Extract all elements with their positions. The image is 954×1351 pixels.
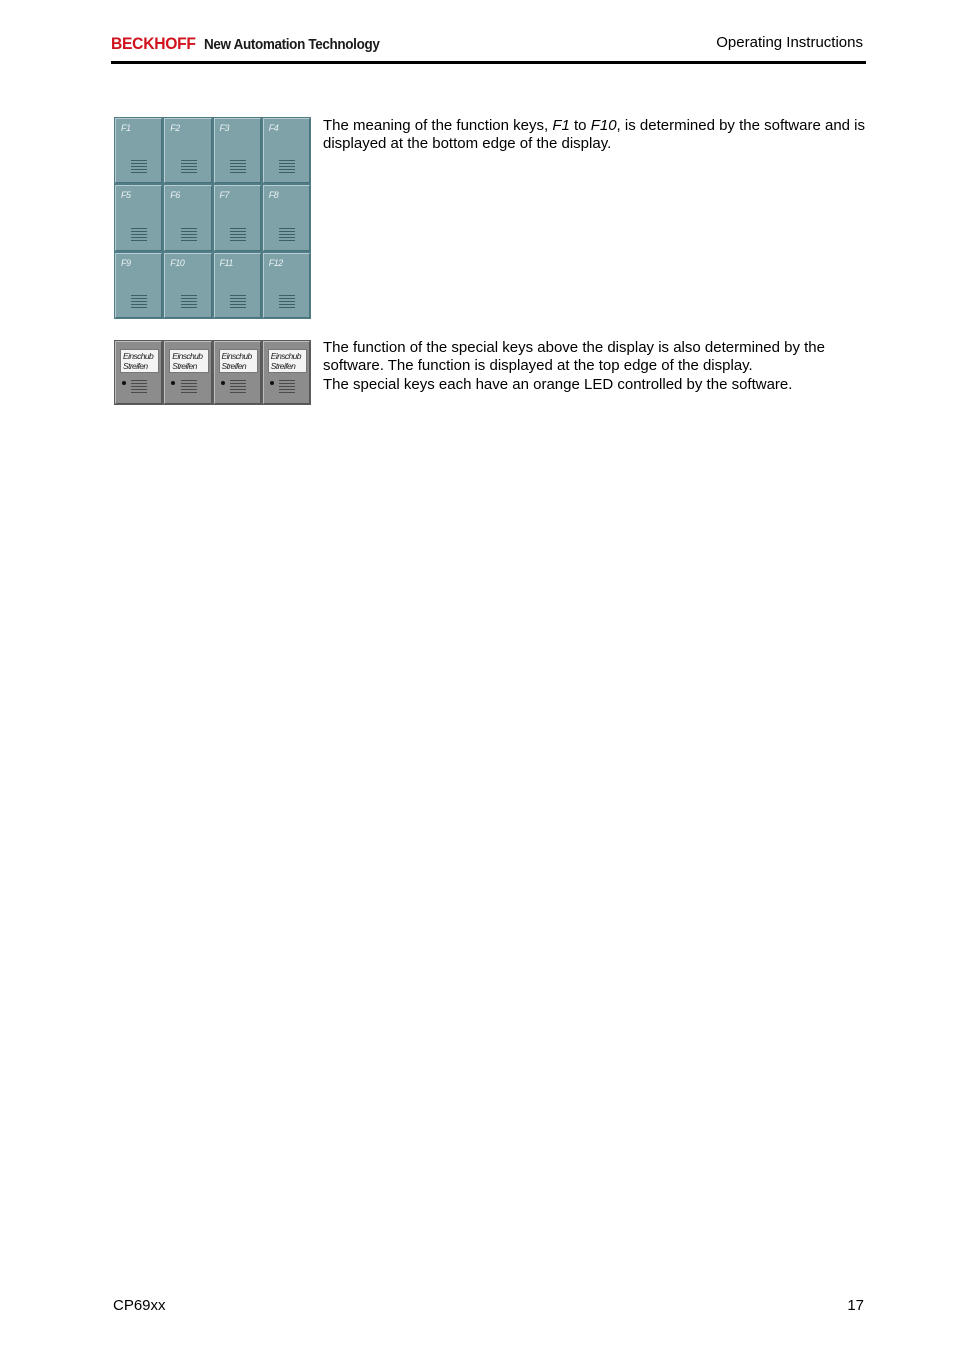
function-key-label: F12	[268, 257, 283, 268]
grip-lines-icon	[131, 228, 147, 242]
insert-strip: Einschub Streifen	[120, 349, 159, 373]
function-key-label: F9	[121, 257, 131, 268]
function-key-f12	[263, 253, 310, 318]
grip-lines-icon	[230, 228, 246, 242]
page-number: 17	[847, 1297, 864, 1314]
function-key-label: F5	[121, 190, 131, 201]
function-key-label: F7	[219, 190, 230, 201]
logo-tagline: New Automation Technology	[203, 36, 379, 53]
special-key-3	[214, 341, 261, 404]
special-keys-description	[323, 339, 868, 394]
grip-lines-icon	[230, 380, 246, 394]
grip-lines-icon	[230, 160, 246, 174]
grip-lines-icon	[131, 295, 147, 309]
function-key-label: F6	[170, 190, 180, 201]
function-key-f10	[164, 253, 211, 318]
function-key-label: F4	[268, 123, 279, 133]
function-key-label: F11	[219, 257, 233, 268]
function-key-label: F2	[170, 123, 180, 133]
grip-lines-icon	[279, 228, 295, 242]
function-keys-description: The meaning of the function keys, F1 to F10, is determined by the software and is displayed at the bottom edge of the display.	[323, 117, 866, 153]
insert-strip: Einschub Streifen	[219, 349, 258, 373]
function-key-label: F3	[219, 123, 230, 133]
grip-lines-icon	[279, 380, 295, 394]
beckhoff-logo	[111, 34, 399, 54]
grip-lines-icon	[279, 160, 295, 174]
footer-product: CP69xx	[113, 1297, 166, 1314]
led-indicator-icon	[270, 381, 274, 385]
special-key-1	[115, 341, 162, 404]
grip-lines-icon	[181, 295, 197, 309]
special-keys-text: The function of the special keys above the display is also determined by the software. The function is displayed at the top edge of the display.	[323, 339, 825, 375]
grip-lines-icon	[131, 160, 147, 174]
function-key-label: F1	[121, 123, 131, 133]
grip-lines-icon	[181, 160, 197, 174]
page-header	[111, 30, 865, 64]
insert-strip: Einschub Streifen	[268, 349, 307, 373]
led-indicator-icon	[221, 381, 225, 385]
function-key-f3	[214, 118, 261, 183]
led-indicator-icon	[122, 381, 126, 385]
function-key-f9	[115, 253, 162, 318]
special-key-2	[164, 341, 211, 404]
function-key-f6	[164, 185, 211, 250]
header-section-title: Operating Instructions	[716, 34, 863, 51]
grip-lines-icon	[181, 380, 197, 394]
special-keys-led-text: The special keys each have an orange LED controlled by the software.	[323, 375, 793, 393]
logo-brand: BECKHOFF	[111, 34, 196, 53]
insert-strip: Einschub Streifen	[169, 349, 208, 373]
function-key-f7	[214, 185, 261, 250]
function-key-f5	[115, 185, 162, 250]
grip-lines-icon	[279, 295, 295, 309]
grip-lines-icon	[131, 380, 147, 394]
function-key-label: F8	[268, 190, 279, 201]
led-indicator-icon	[171, 381, 175, 385]
function-key-label: F10	[170, 257, 185, 268]
grip-lines-icon	[230, 295, 246, 309]
function-key-f1	[115, 118, 162, 183]
function-keypad-illustration	[114, 117, 311, 319]
function-key-f11	[214, 253, 261, 318]
grip-lines-icon	[181, 228, 197, 242]
special-keys-illustration	[114, 340, 311, 405]
function-key-f2	[164, 118, 211, 183]
header-divider	[111, 61, 866, 64]
function-key-f4	[263, 118, 310, 183]
function-key-f8	[263, 185, 310, 250]
special-key-4	[263, 341, 310, 404]
